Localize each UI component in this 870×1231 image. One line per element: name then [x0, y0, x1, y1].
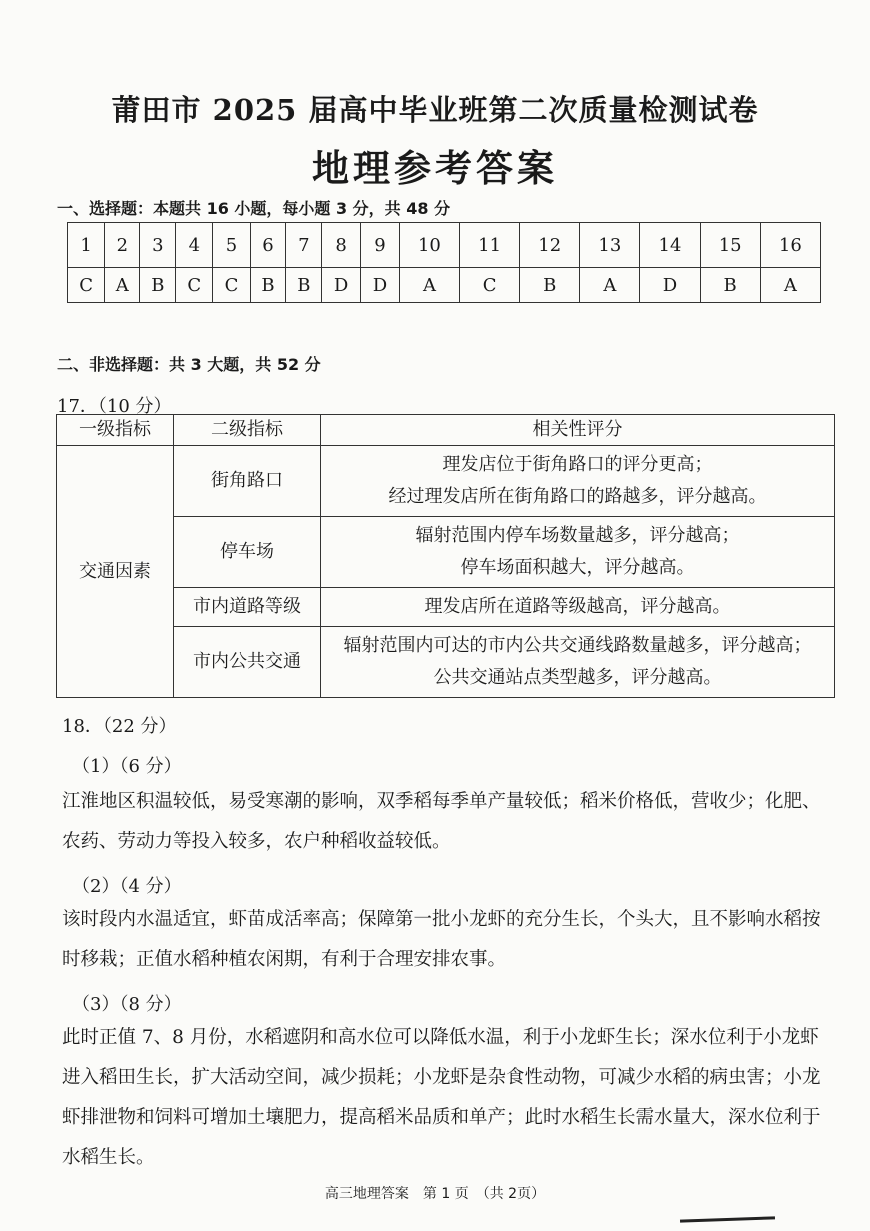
q17-table: [56, 414, 835, 698]
question-number: 8: [322, 223, 361, 268]
q18-part3-label: （3）（8 分）: [72, 994, 182, 1015]
section2-heading: 二、非选择题：共 3 大题，共 52 分: [57, 355, 321, 374]
col-header-score: 相关性评分: [321, 415, 835, 446]
page-footer: 高三地理答案 第 1 页 （共 2页）: [324, 1186, 546, 1202]
question-number: 16: [760, 223, 820, 268]
question-number: 14: [640, 223, 700, 268]
answer-letter: C: [176, 268, 213, 303]
q17-header-row: [57, 415, 835, 446]
mcq-answer-table: [67, 222, 821, 303]
score-line: 理发店所在道路等级越高，评分越高。: [424, 596, 731, 617]
answer-letter: C: [460, 268, 520, 303]
score-line: 理发店位于街角路口的评分更高；: [442, 454, 713, 475]
table-row: [57, 627, 835, 698]
q18-part2-label: （2）（4 分）: [72, 876, 182, 897]
question-number: 5: [213, 223, 250, 268]
score-line: 辐射范围内停车场数量越多，评分越高；: [415, 525, 740, 546]
score-cell: [321, 588, 835, 627]
secondary-indicator: 街角路口: [174, 446, 321, 517]
secondary-indicator: 市内公共交通: [174, 627, 321, 698]
q18-part1-text: 江淮地区积温较低，易受寒潮的影响，双季稻每季单产量较低；稻米价格低，营收少；化肥、农药、劳动力等投入较多，农户种稻收益较低。: [62, 791, 821, 852]
answer-letter: C: [213, 268, 250, 303]
question-number: 4: [176, 223, 213, 268]
score-line: 辐射范围内可达的市内公共交通线路数量越多，评分越高；: [343, 635, 812, 656]
primary-indicator: 交通因素: [57, 446, 174, 698]
table-row: [57, 446, 835, 517]
table-row: [57, 517, 835, 588]
question-number: 7: [286, 223, 322, 268]
exam-title: 莆田市 2025 届高中毕业班第二次质量检测试卷: [111, 93, 759, 127]
answer-letter: C: [68, 268, 105, 303]
section1-heading: 一、选择题：本题共 16 小题，每小题 3 分，共 48 分: [57, 199, 451, 218]
mcq-answer-row: [68, 268, 821, 303]
score-cell: [321, 627, 835, 698]
pen-mark: [680, 1216, 775, 1222]
col-header-primary: 一级指标: [57, 415, 174, 446]
answer-letter: A: [580, 268, 640, 303]
answer-letter: B: [286, 268, 322, 303]
question-number: 2: [105, 223, 140, 268]
question-number: 10: [399, 223, 459, 268]
score-line: 停车场面积越大，评分越高。: [460, 557, 695, 578]
q18-heading: 18．（22 分）: [62, 716, 177, 737]
answer-key-title: 地理参考答案: [312, 146, 558, 190]
answer-letter: B: [250, 268, 286, 303]
table-row: [57, 588, 835, 627]
mcq-number-row: [68, 223, 821, 268]
answer-letter: B: [140, 268, 176, 303]
answer-letter: D: [640, 268, 700, 303]
question-number: 15: [700, 223, 760, 268]
question-number: 1: [68, 223, 105, 268]
question-number: 13: [580, 223, 640, 268]
q18-part2-text: 该时段内水温适宜，虾苗成活率高；保障第一批小龙虾的充分生长，个头大，且不影响水稻按时移栽；正值水稻种植农闲期，有利于合理安排农事。: [62, 909, 821, 970]
secondary-indicator: 市内道路等级: [174, 588, 321, 627]
answer-letter: A: [399, 268, 459, 303]
score-line: 经过理发店所在街角路口的路越多，评分越高。: [388, 486, 767, 507]
question-number: 12: [520, 223, 580, 268]
secondary-indicator: 停车场: [174, 517, 321, 588]
answer-letter: A: [760, 268, 820, 303]
answer-letter: B: [520, 268, 580, 303]
answer-letter: D: [361, 268, 400, 303]
score-line: 公共交通站点类型越多，评分越高。: [433, 667, 722, 688]
question-number: 11: [460, 223, 520, 268]
answer-letter: B: [700, 268, 760, 303]
question-number: 9: [361, 223, 400, 268]
q18-part1-label: （1）（6 分）: [72, 756, 182, 777]
col-header-secondary: 二级指标: [174, 415, 321, 446]
answer-letter: A: [105, 268, 140, 303]
score-cell: [321, 446, 835, 517]
question-number: 6: [250, 223, 286, 268]
score-cell: [321, 517, 835, 588]
q18-part3-text: 此时正值 7、8 月份，水稻遮阴和高水位可以降低水温，利于小龙虾生长；深水位利于小龙虾进入稻田生长，扩大活动空间，减少损耗；小龙虾是杂食性动物，可减少水稻的病虫害；小龙虾排泄物和饲料可增加土壤肥力，提高稻米品质和单产；此时水稻生长需水量大，深水位利于水稻生长。: [62, 1027, 821, 1168]
answer-letter: D: [322, 268, 361, 303]
question-number: 3: [140, 223, 176, 268]
q17-heading: 17．（10 分）: [57, 396, 172, 417]
